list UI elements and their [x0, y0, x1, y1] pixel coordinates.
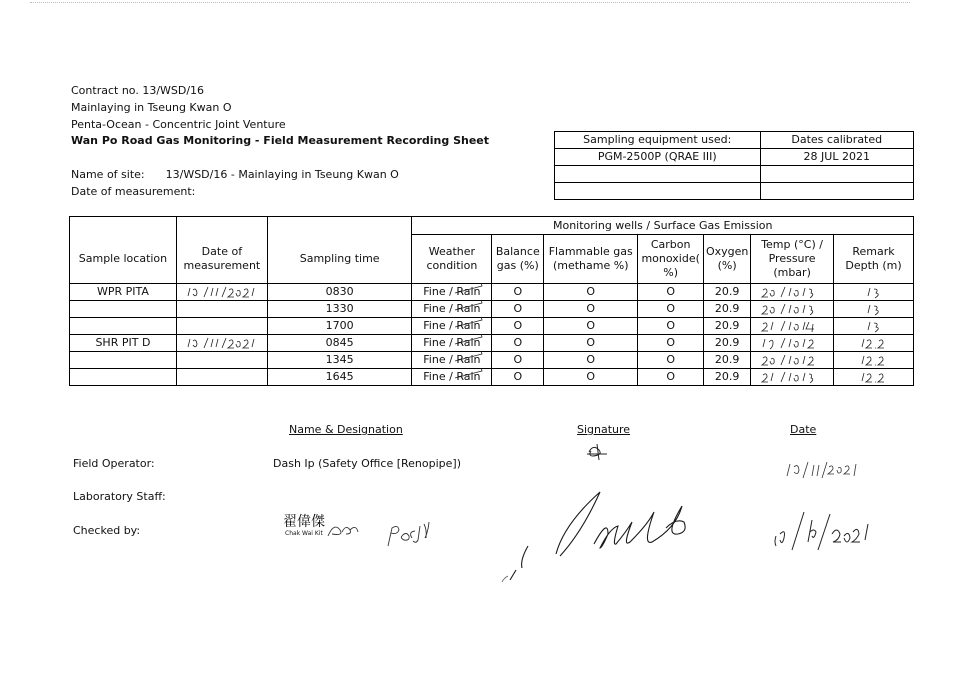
calibration-table: [554, 131, 914, 200]
handwritten-depth: [834, 301, 914, 318]
weather-rain: Rain: [456, 370, 481, 383]
handwritten-temp-pressure: [751, 284, 834, 301]
carbon-monoxide: O: [638, 352, 704, 369]
equipment-value: PGM-2500P (QRAE III): [555, 149, 761, 166]
signature-header: Signature: [577, 423, 631, 436]
date-cell: [176, 318, 267, 335]
date-header: Date: [790, 423, 817, 436]
handwritten-depth: [834, 318, 914, 335]
header-date: Date of measurement: [176, 235, 267, 284]
table-row: [70, 284, 914, 301]
carbon-monoxide: O: [638, 284, 704, 301]
flammable-gas: O: [544, 369, 638, 386]
header-sampling-time: Sampling time: [267, 235, 412, 284]
flammable-gas: O: [544, 318, 638, 335]
header-carbon-monoxide: Carbon monoxide( %): [638, 235, 704, 284]
date-of-measurement-label: Date of measurement:: [71, 185, 196, 198]
empty-cell: [555, 183, 761, 200]
name-designation-header: Name & Designation: [289, 423, 403, 436]
checker-initial-scribble: [326, 518, 360, 540]
sample-location: WPR PITA: [70, 284, 177, 301]
empty-cell: [760, 166, 913, 183]
weather-rain: Rain: [456, 353, 481, 366]
handwritten-temp-pressure: [751, 352, 834, 369]
carbon-monoxide: O: [638, 301, 704, 318]
carbon-monoxide: O: [638, 318, 704, 335]
sample-location: [70, 318, 177, 335]
header-weather: Weather condition: [412, 235, 492, 284]
oxygen: 20.9: [704, 284, 751, 301]
weather-condition: Fine / Rain: [412, 284, 492, 301]
checker-signature: [498, 482, 708, 587]
sample-location: [70, 369, 177, 386]
sheet-title: Wan Po Road Gas Monitoring - Field Measurement Recording Sheet: [71, 134, 489, 147]
blank-header: [267, 217, 412, 235]
date-cell: [176, 369, 267, 386]
balance-gas: O: [492, 301, 544, 318]
empty-cell: [760, 183, 913, 200]
site-name-row: [71, 168, 399, 181]
calibrated-header: Dates calibrated: [760, 132, 913, 149]
checked-date-handwritten: [770, 506, 880, 556]
calibrated-date: 28 JUL 2021: [760, 149, 913, 166]
sampling-time: 1645: [267, 369, 412, 386]
handwritten-temp-pressure: [751, 301, 834, 318]
sampling-time: 0845: [267, 335, 412, 352]
sampling-time: 1700: [267, 318, 412, 335]
weather-condition: Fine / Rain: [412, 335, 492, 352]
balance-gas: O: [492, 369, 544, 386]
sample-location: [70, 301, 177, 318]
sampling-time: 1345: [267, 352, 412, 369]
header-sample-location: Sample location: [70, 235, 177, 284]
checker-stamp-chinese: 翟偉傑: [283, 514, 325, 530]
carbon-monoxide: O: [638, 369, 704, 386]
sampling-time: 0830: [267, 284, 412, 301]
carbon-monoxide: O: [638, 335, 704, 352]
handwritten-date: [176, 335, 267, 352]
flammable-gas: O: [544, 301, 638, 318]
table-row: [70, 335, 914, 352]
handwritten-depth: [834, 369, 914, 386]
handwritten-depth: [834, 335, 914, 352]
equipment-header: Sampling equipment used:: [555, 132, 761, 149]
table-row: [70, 352, 914, 369]
flammable-gas: O: [544, 284, 638, 301]
contractor-name: Penta-Ocean - Concentric Joint Venture: [71, 118, 286, 131]
oxygen: 20.9: [704, 318, 751, 335]
sample-location: SHR PIT D: [70, 335, 177, 352]
balance-gas: O: [492, 284, 544, 301]
site-name-label: Name of site:: [71, 168, 145, 181]
handwritten-depth: [834, 284, 914, 301]
measurement-table: [69, 216, 914, 386]
scan-artifact-line: [30, 2, 910, 3]
blank-header: [70, 217, 177, 235]
balance-gas: O: [492, 335, 544, 352]
header-oxygen: Oxygen (%): [704, 235, 751, 284]
header-balance-gas: Balance gas (%): [492, 235, 544, 284]
field-operator-name: Dash Ip (Safety Office [Renopipe]): [273, 457, 461, 470]
field-operator-signature-icon: [585, 442, 611, 462]
field-operator-date-handwritten: [783, 458, 867, 482]
table-row: [70, 301, 914, 318]
handwritten-date: [176, 284, 267, 301]
header-flammable-gas: Flammable gas (methame %): [544, 235, 638, 284]
checker-stamp-name: Chak Wai Kit: [285, 530, 323, 537]
oxygen: 20.9: [704, 369, 751, 386]
contract-number: Contract no. 13/WSD/16: [71, 84, 205, 97]
handwritten-temp-pressure: [751, 369, 834, 386]
balance-gas: O: [492, 352, 544, 369]
table-row: [70, 318, 914, 335]
project-name: Mainlaying in Tseung Kwan O: [71, 101, 232, 114]
flammable-gas: O: [544, 352, 638, 369]
oxygen: 20.9: [704, 352, 751, 369]
site-name-value: 13/WSD/16 - Mainlaying in Tseung Kwan O: [165, 168, 399, 181]
balance-gas: O: [492, 318, 544, 335]
date-cell: [176, 301, 267, 318]
handwritten-temp-pressure: [751, 335, 834, 352]
weather-condition: Fine / Rain: [412, 301, 492, 318]
weather-rain: Rain: [456, 285, 481, 298]
empty-cell: [555, 166, 761, 183]
group-header: Monitoring wells / Surface Gas Emission: [412, 217, 914, 235]
weather-rain: Rain: [456, 336, 481, 349]
date-cell: [176, 352, 267, 369]
weather-rain: Rain: [456, 319, 481, 332]
flammable-gas: O: [544, 335, 638, 352]
weather-condition: Fine / Rain: [412, 318, 492, 335]
table-row: [70, 369, 914, 386]
sampling-time: 1330: [267, 301, 412, 318]
handwritten-temp-pressure: [751, 318, 834, 335]
oxygen: 20.9: [704, 301, 751, 318]
header-temp-pressure: Temp (°C) / Pressure (mbar): [751, 235, 834, 284]
header-remark-depth: Remark Depth (m): [834, 235, 914, 284]
checker-handwritten-poc-jv: [382, 514, 438, 550]
laboratory-staff-label: Laboratory Staff:: [73, 490, 166, 503]
handwritten-depth: [834, 352, 914, 369]
blank-header: [176, 217, 267, 235]
field-operator-label: Field Operator:: [73, 457, 155, 470]
checked-by-label: Checked by:: [73, 524, 141, 537]
sample-location: [70, 352, 177, 369]
weather-rain: Rain: [456, 302, 481, 315]
weather-condition: Fine / Rain: [412, 369, 492, 386]
weather-condition: Fine / Rain: [412, 352, 492, 369]
oxygen: 20.9: [704, 335, 751, 352]
